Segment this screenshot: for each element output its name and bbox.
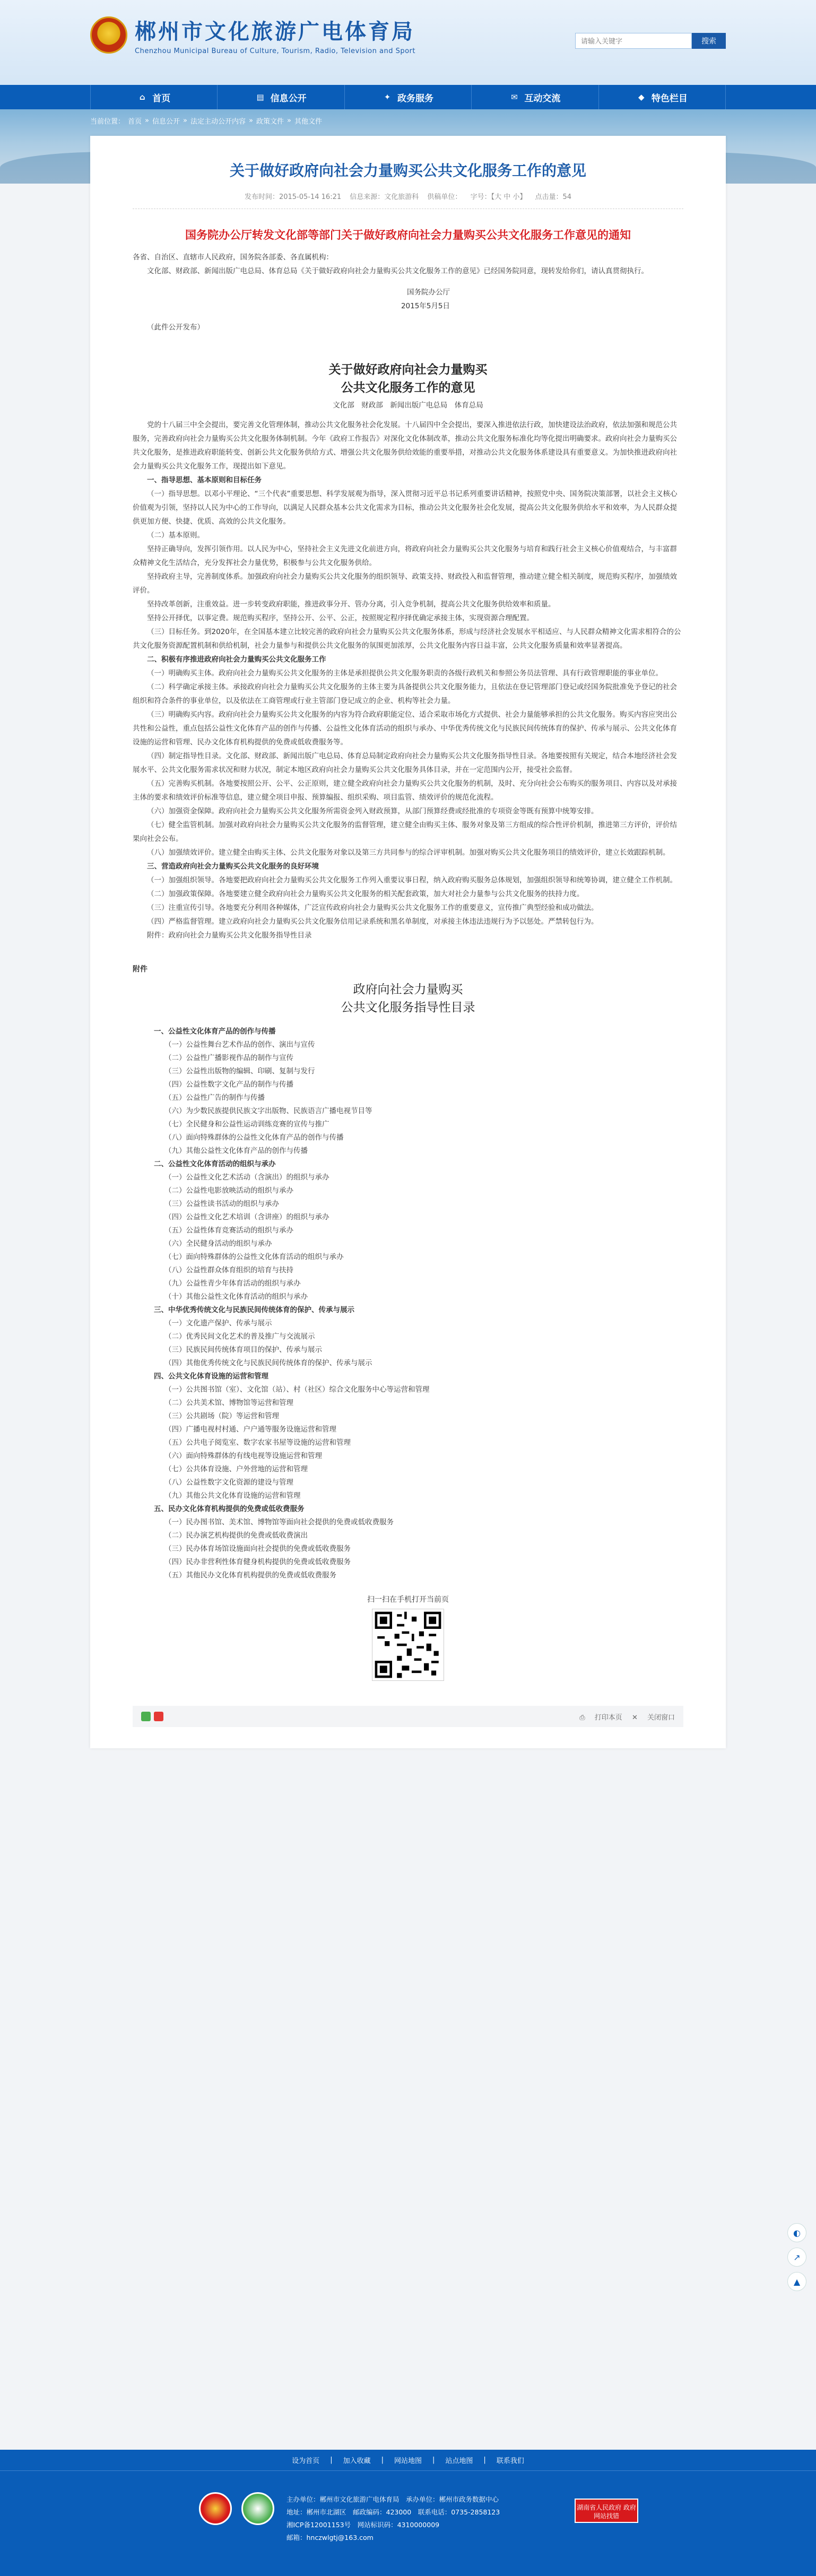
- body-paragraph: （八）加强绩效评价。建立健全由购买主体、公共文化服务对象以及第三方共同参与的综合评审机制。加强对购买公共文化服务项目的绩效评价，建立长效跟踪机制。: [147, 848, 670, 857]
- accessibility-icon[interactable]: ◐: [787, 2223, 806, 2242]
- footer-link-separator: |: [432, 2456, 435, 2464]
- back-to-top-icon[interactable]: ▲: [787, 2272, 806, 2291]
- body-paragraph: （二）基本原则。: [147, 531, 204, 540]
- annex-label: 附件: [133, 965, 147, 974]
- annex-title-line2: 公共文化服务指导性目录: [341, 1001, 475, 1014]
- annex-item: （五）其他民办文化体育机构提供的免费或低收费服务: [164, 1571, 336, 1580]
- main-nav: [0, 85, 816, 109]
- print-button[interactable]: ⎙ 打印本页: [579, 1713, 622, 1722]
- body-paragraph: （三）目标任务。到2020年，在全国基本建立比较完善的政府向社会力量购买公共文化服务体系，形成与经济社会发展水平相适应、与人民群众精神文化需求相符合的公共文化服务资源配置机制和供给机制，社会力量参与和提供公共文化服务的氛围更加浓厚，公共文化服务内容日益丰富，公共文化服务质量和效率显著提高。: [133, 628, 681, 650]
- annex-item: （二）优秀民间文化艺术的普及推广与交流展示: [164, 1332, 315, 1341]
- meta-source: 信息来源：文化旅游科: [350, 193, 419, 201]
- footer-info: [287, 2493, 500, 2544]
- annex-group-heading: 二、公益性文化体育活动的组织与承办: [154, 1160, 276, 1168]
- doc-title-line1: 关于做好政府向社会力量购买: [328, 362, 488, 377]
- annex-item: （四）民办非营利性体育健身机构提供的免费或低收费服务: [164, 1558, 351, 1566]
- annex-group-heading: 三、中华优秀传统文化与民族民间传统体育的保护、传承与展示: [154, 1306, 354, 1314]
- annex-group-heading: 四、公共文化体育设施的运营和管理: [154, 1372, 268, 1381]
- footer-icp[interactable]: 湘ICP备12001153号 网站标识码：4310000009: [287, 2521, 440, 2529]
- breadcrumb-separator: »: [249, 117, 253, 125]
- breadcrumb-link[interactable]: 信息公开: [152, 118, 180, 126]
- section-heading: 三、营造政府向社会力量购买公共文化服务的良好环境: [147, 862, 319, 871]
- footer-host: 主办单位：郴州市文化旅游广电体育局 承办单位：郴州市政务数据中心: [287, 2495, 499, 2503]
- annex-item: （九）其他公益性文化体育产品的创作与传播: [164, 1147, 308, 1155]
- footer-links: [0, 2450, 816, 2471]
- body-paragraph: 坚持公开择优，以事定费。规范购买程序，坚持公开、公平、公正，按照规定程序择优确定承接主体，实现资源合理配置。: [147, 614, 534, 622]
- annex-item: （二）民办演艺机构提供的免费或低收费演出: [164, 1531, 308, 1540]
- annex-item: （三）公共剧场（院）等运营和管理: [164, 1412, 279, 1420]
- annex-item: （八）面向特殊群体的公益性文化体育产品的创作与传播: [164, 1133, 344, 1142]
- annex-item: （四）公益性数字文化产品的制作与传播: [164, 1080, 293, 1089]
- search-button[interactable]: 搜索: [692, 33, 726, 49]
- body-paragraph: （一）明确购买主体。政府向社会力量购买公共文化服务的主体是承担提供公共文化服务职责的各级行政机关和参照公务员法管理、具有行政管理职能的事业单位。: [147, 669, 663, 678]
- nav-item-3[interactable]: [471, 85, 598, 109]
- footer-link[interactable]: 设为首页: [292, 2457, 320, 2465]
- annex-item: （八）公益性群众体育组织的培育与扶持: [164, 1266, 293, 1274]
- nav-item-4[interactable]: [598, 85, 726, 109]
- nav-inner: [90, 85, 726, 109]
- section-heading: 一、指导思想、基本原则和目标任务: [147, 476, 262, 484]
- body-paragraph: （七）健全监管机制。加强对政府向社会力量购买公共文化服务的监督管理，建立健全由购买主体、服务对象及第三方组成的综合性评价机制，推进第三方评价，评价结果向社会公布。: [133, 821, 677, 843]
- body-paragraph: 坚持改革创新，注重效益。进一步转变政府职能，推进政事分开、管办分离，引入竞争机制，提高公共文化服务供给效率和质量。: [147, 600, 555, 609]
- annex-item: （六）全民健身活动的组织与承办: [164, 1239, 272, 1248]
- share-side-icon[interactable]: ↗: [787, 2248, 806, 2267]
- annex-item: （六）面向特殊群体的有线电视等设施运营和管理: [164, 1452, 322, 1460]
- annex-group-heading: 五、民办文化体育机构提供的免费或低收费服务: [154, 1505, 305, 1513]
- party-gov-badge-icon[interactable]: [199, 2492, 232, 2525]
- info-icon: ▤: [256, 92, 264, 102]
- footer-link[interactable]: 网站地图: [394, 2457, 422, 2465]
- nav-item-2[interactable]: [344, 85, 471, 109]
- footer-link-separator: |: [483, 2456, 486, 2464]
- site-subtitle: Chenzhou Municipal Bureau of Culture, Tourism, Radio, Television and Sport: [135, 47, 415, 55]
- intro-text: 文化部、财政部、新闻出版广电总局、体育总局《关于做好政府向社会力量购买公共文化服务工作的意见》已经国务院同意，现转发给你们，请认真贯彻执行。: [147, 267, 648, 275]
- site-footer: [0, 2450, 816, 2576]
- breadcrumb: [90, 116, 325, 126]
- print-label: 打印本页: [594, 1713, 622, 1722]
- annex-title-line1: 政府向社会力量购买: [353, 983, 463, 996]
- feature-icon: ◆: [638, 92, 645, 102]
- nav-item-label: 信息公开: [270, 93, 307, 104]
- footer-link-separator: |: [381, 2456, 384, 2464]
- annex-item: （二）公共美术馆、博物馆等运营和管理: [164, 1399, 293, 1407]
- annex-item: （一）公共图书馆（室）、文化馆（站）、村（社区）综合文化服务中心等运营和管理: [164, 1385, 430, 1394]
- annex-item: （一）公益性舞台艺术作品的创作、演出与宣传: [164, 1040, 315, 1049]
- breadcrumb-separator: »: [145, 117, 149, 125]
- annex-item: （五）公益性广告的制作与传播: [164, 1094, 265, 1102]
- body-paragraph: 党的十八届三中全会提出，要完善文化管理体制，推动公共文化服务社会化发展。十八届四中全会提出，要深入推进依法行政，加快建设法治政府，依法加强和规范公共服务，完善政府向社会力量购买公共文化服务体制机制。今年《政府工作报告》对深化文化体制改革，推动公共文化服务标准化均等化提出明确要求。政府向社会力量购买公共文化服务，是推进政府职能转变、创新公共文化服务供给方式、增强公共文化服务供给效能的重要举措，对推动公共文化服务体系建设具有重要意义。为加快推进政府向社会力量购买公共文化服务工作，现提出如下意见。: [133, 421, 677, 471]
- share-icons: [141, 1712, 163, 1721]
- public-note: （此件公开发布）: [147, 323, 204, 332]
- annex-item: （三）公益性读书活动的组织与承办: [164, 1200, 279, 1208]
- nav-item-0[interactable]: [90, 85, 217, 109]
- annex-title: [133, 981, 683, 1017]
- footer-link-separator: |: [330, 2456, 333, 2464]
- annex-item: （九）公益性青少年体育活动的组织与承办: [164, 1279, 301, 1288]
- annex-item: （四）公益性文化艺术培训（含讲座）的组织与承办: [164, 1213, 329, 1221]
- breadcrumb-prefix: 当前位置：: [90, 118, 125, 126]
- article-body: [133, 418, 683, 942]
- page-actions: [572, 1712, 675, 1722]
- error-report-badge[interactable]: 湖南省人民政府 政府网站找错: [575, 2499, 638, 2523]
- font-size-switch[interactable]: 字号：【大 中 小】: [470, 193, 527, 201]
- body-paragraph: （二）科学确定承接主体。承接政府向社会力量购买公共文化服务的主体主要为具备提供公共文化服务能力，且依法在登记管理部门登记或经国务院批准免予登记的社会组织和符合条件的事业单位，以及依法在工商管理或行业主管部门登记成立的企业、机构等社会力量。: [133, 683, 677, 705]
- doc-authors: 文化部 财政部 新闻出版广电总局 体育总局: [333, 401, 483, 410]
- annex-item: （四）其他优秀传统文化与民族民间传统体育的保护、传承与展示: [164, 1359, 372, 1367]
- body-paragraph: （三）注重宣传引导。各地要充分利用各种媒体，广泛宣传政府向社会力量购买公共文化服务工作的重要意义，宣传推广典型经验和成功做法。: [147, 904, 598, 912]
- nav-item-1[interactable]: [217, 85, 344, 109]
- footer-email: 邮箱：hnczwlgtj@163.com: [287, 2534, 374, 2542]
- home-icon: ⌂: [139, 92, 145, 102]
- footer-address: 地址：郴州市北湖区 邮政编码：423000 联系电话：0735-2858123: [287, 2508, 500, 2516]
- nav-item-label: 首页: [152, 93, 171, 104]
- notice-title: 国务院办公厅转发文化部等部门关于做好政府向社会力量购买公共文化服务工作意见的通知: [185, 229, 631, 241]
- annex-item: （九）其他公共文化体育设施的运营和管理: [164, 1491, 301, 1500]
- close-label: 关闭窗口: [647, 1713, 675, 1722]
- signature: 国务院办公厅: [407, 288, 450, 297]
- breadcrumb-link[interactable]: 政策文件: [256, 118, 284, 126]
- annex-item: （一）文化遗产保护、传承与展示: [164, 1319, 272, 1328]
- breadcrumb-separator: »: [287, 117, 291, 125]
- nav-item-label: 政务服务: [397, 93, 434, 104]
- body-paragraph: 附件：政府向社会力量购买公共文化服务指导性目录: [147, 931, 312, 940]
- wechat-share-icon[interactable]: [141, 1712, 151, 1721]
- site-title: 郴州市文化旅游广电体育局: [135, 20, 415, 44]
- site-header: [0, 0, 816, 85]
- nav-item-label: 特色栏目: [651, 93, 688, 104]
- annex-item: （七）全民健身和公益性运动训练竞赛的宣传与推广: [164, 1120, 329, 1129]
- section-heading: 二、积极有序推进政府向社会力量购买公共文化服务工作: [147, 655, 326, 664]
- annex-item: （一）公益性文化艺术活动（含演出）的组织与承办: [164, 1173, 329, 1182]
- annex-item: （六）为少数民族提供民族文字出版物、民族语言广播电视节目等: [164, 1107, 372, 1115]
- accessibility-badge-icon[interactable]: [241, 2492, 274, 2525]
- breadcrumb-link[interactable]: 其他文件: [294, 118, 322, 126]
- annex-item: （四）广播电视村村通、户户通等服务设施运营和管理: [164, 1425, 336, 1434]
- nav-item-label: 互动交流: [524, 93, 561, 104]
- article-meta: [133, 181, 683, 209]
- annex-item: （一）民办图书馆、美术馆、博物馆等面向社会提供的免费或低收费服务: [164, 1518, 394, 1526]
- national-emblem-icon: [90, 16, 127, 54]
- footer-link[interactable]: 加入收藏: [343, 2457, 371, 2465]
- annex-item: （三）民族民间传统体育项目的保护、传承与展示: [164, 1346, 322, 1354]
- service-icon: ✦: [384, 92, 391, 102]
- chat-icon: ✉: [511, 92, 518, 102]
- annex-item: （三）民办体育场馆设施面向社会提供的免费或低收费服务: [164, 1545, 351, 1553]
- qr-section: [133, 1594, 683, 1682]
- annex-item: （七）面向特殊群体的公益性文化体育活动的组织与承办: [164, 1253, 344, 1261]
- sign-date: 2015年5月5日: [401, 302, 450, 310]
- footer-link[interactable]: 联系我们: [496, 2457, 524, 2465]
- meta-views: 点击量：54: [535, 193, 572, 201]
- body-paragraph: 坚持正确导向，发挥引领作用。以人民为中心，坚持社会主义先进文化前进方向，将政府向社会力量购买公共文化服务与培育和践行社会主义核心价值观结合，与丰富群众精神文化生活结合，充分发挥社会力量优势，积极参与公共文化服务供给。: [133, 545, 677, 567]
- body-paragraph: （三）明确购买内容。政府向社会力量购买公共文化服务的内容为符合政府职能定位、适合采取市场化方式提供、社会力量能够承担的公共文化服务。购买内容应突出公共性和公益性，重点包括公益性文化体育产品的创作与传播、公益性文化体育活动的组织与承办、中华优秀传统文化与民族民间传统体育的保护、传承与展示、公共文化体育设施的运营和管理、民办文化体育机构提供的免费或低收费服务等。: [133, 710, 677, 747]
- qr-code-icon: [372, 1609, 444, 1681]
- annex-item: （十）其他公益性文化体育活动的组织与承办: [164, 1293, 308, 1301]
- footer-link[interactable]: 站点地图: [445, 2457, 473, 2465]
- qr-label: 扫一扫在手机打开当前页: [367, 1595, 449, 1604]
- page-tools: [133, 1706, 683, 1727]
- site-logo[interactable]: [90, 15, 415, 55]
- article-title: 关于做好政府向社会力量购买公共文化服务工作的意见: [229, 162, 586, 179]
- intro-salutation: 各省、自治区、直辖市人民政府，国务院各部委、各直属机构：: [133, 253, 333, 262]
- annex-group-heading: 一、公益性文化体育产品的创作与传播: [154, 1027, 276, 1036]
- doc-title-line2: 公共文化服务工作的意见: [341, 380, 475, 395]
- body-paragraph: （一）指导思想。以邓小平理论、“三个代表”重要思想、科学发展观为指导，深入贯彻习近平总书记系列重要讲话精神，按照党中央、国务院决策部署，以社会主义核心价值观为引领，坚持以人民为中心的工作导向，以满足人民群众基本公共文化需求为目标，推动公共文化服务社会化发展，提高公共文化服务供给水平和效率，为人民群众提供更加方便、快捷、优质、高效的公共文化服务。: [133, 490, 678, 526]
- body-paragraph: （二）加强政策保障。各地要建立健全政府向社会力量购买公共文化服务的相关配套政策，加大对社会力量参与公共文化服务的扶持力度。: [147, 890, 584, 898]
- meta-org: 供稿单位：: [427, 193, 462, 201]
- meta-date: 发布时间：2015-05-14 16:21: [244, 193, 342, 201]
- breadcrumb-link[interactable]: 法定主动公开内容: [190, 118, 246, 126]
- annex-item: （五）公共电子阅览室、数字农家书屋等设施的运营和管理: [164, 1438, 351, 1447]
- search-input[interactable]: [575, 33, 692, 49]
- body-paragraph: （六）加强资金保障。政府向社会力量购买公共文化服务所需资金列入财政预算，从部门预算经费或经批准的专项资金等既有预算中统筹安排。: [147, 807, 598, 816]
- footer-body: [0, 2471, 816, 2576]
- annex-item: （八）公益性数字文化资源的建设与管理: [164, 1478, 293, 1487]
- weibo-share-icon[interactable]: [154, 1712, 163, 1721]
- annex-item: （二）公益性电影放映活动的组织与承办: [164, 1186, 293, 1195]
- annex-item: （三）公益性出版物的编辑、印刷、复制与发行: [164, 1067, 315, 1075]
- body-paragraph: （四）严格监督管理。建立政府向社会力量购买公共文化服务信用记录系统和黑名单制度，对承接主体违法违规行为予以惩处。严禁转包行为。: [147, 917, 598, 926]
- body-paragraph: 坚持政府主导，完善制度体系。加强政府向社会力量购买公共文化服务的组织领导、政策支持、财政投入和监督管理，推动建立健全相关制度，规范购买程序，加强绩效评价。: [133, 573, 677, 595]
- body-paragraph: （一）加强组织领导。各地要把政府向社会力量购买公共文化服务工作列入重要议事日程，纳入政府购买服务总体规划，加强组织领导和统筹协调，建立健全工作机制。: [147, 876, 677, 884]
- body-paragraph: （五）完善购买机制。各地要按照公开、公平、公正原则，建立健全政府向社会力量购买公共文化服务的机制，及时、充分向社会公布购买的服务项目、内容以及对承接主体的要求和绩效评价标准等信息，建立健全项目申报、预算编报、组织采购、项目监管、绩效评价的规范化流程。: [133, 779, 677, 802]
- annex-item: （七）公共体育设施、户外营地的运营和管理: [164, 1465, 308, 1473]
- close-button[interactable]: ✕ 关闭窗口: [631, 1713, 675, 1722]
- annex-item: （五）公益性体育竞赛活动的组织与承办: [164, 1226, 293, 1235]
- breadcrumb-link[interactable]: 首页: [128, 118, 142, 126]
- annex-list: [133, 1025, 683, 1582]
- search-box: [575, 33, 726, 49]
- breadcrumb-separator: »: [183, 117, 187, 125]
- body-paragraph: （四）制定指导性目录。文化部、财政部、新闻出版广电总局、体育总局制定政府向社会力量购买公共文化服务指导性目录。各地要按照有关规定，结合本地经济社会发展水平、公共文化服务需求状况和财力状况，制定本地区政府向社会力量购买公共文化服务具体目录，并在一定范围内公开，接受社会监督。: [133, 752, 677, 774]
- annex-item: （二）公益性广播影视作品的制作与宣传: [164, 1054, 293, 1062]
- article-card: [90, 136, 726, 1748]
